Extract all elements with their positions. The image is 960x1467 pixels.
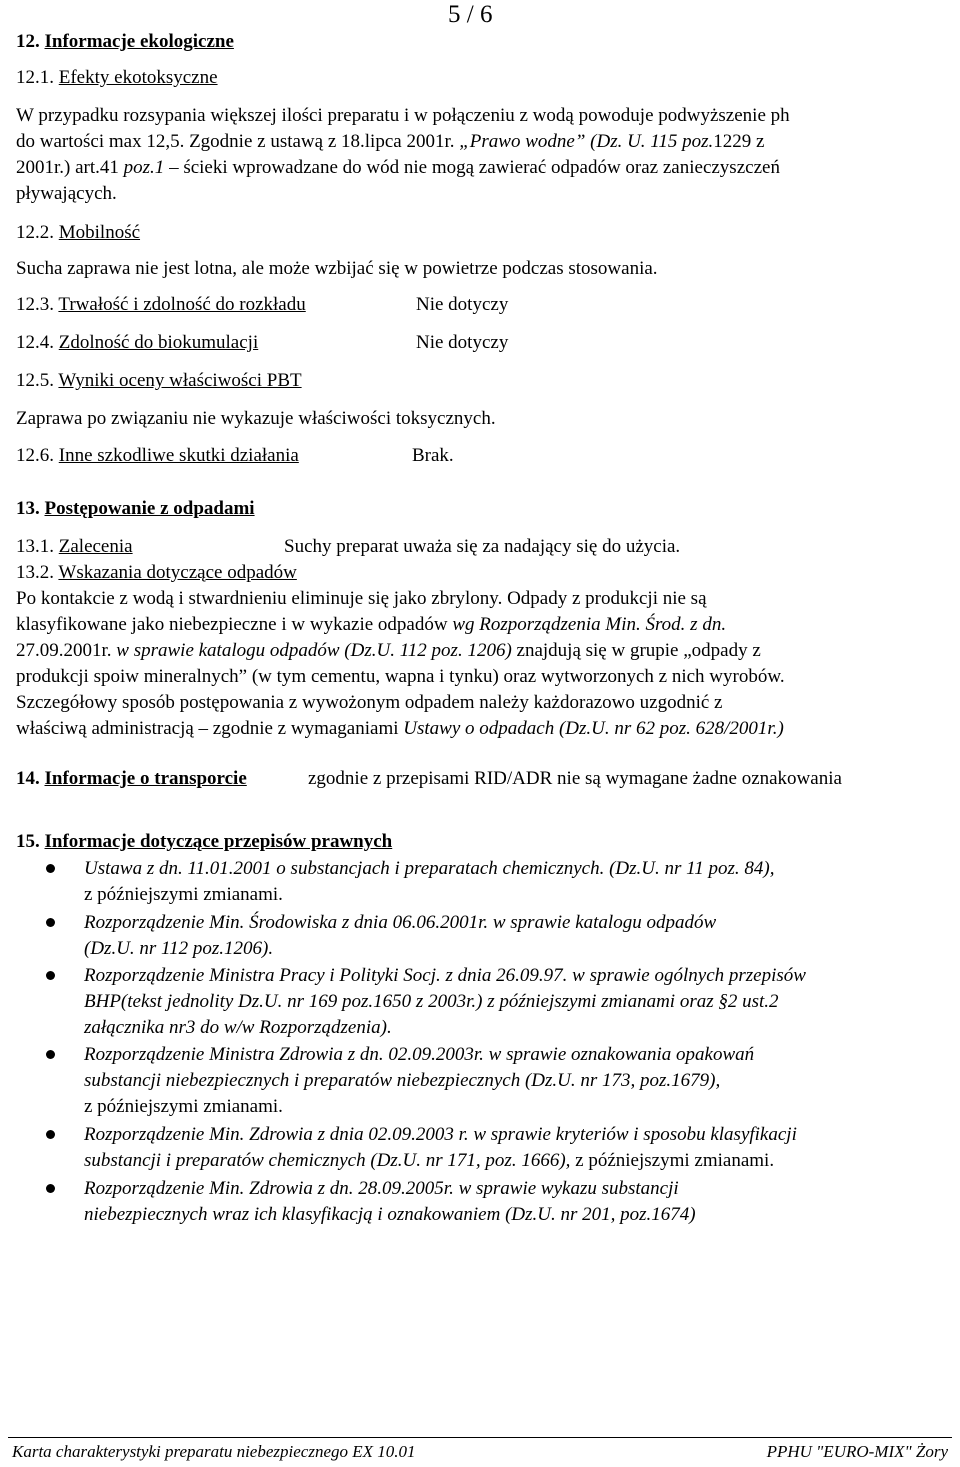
paragraph-line: W przypadku rozsypania większej ilości preparatu i w połączeniu z wodą powoduje podwyższenie ph bbox=[16, 105, 790, 126]
section-12-title: Informacje ekologiczne bbox=[44, 31, 234, 52]
section-14-heading: 14. Informacje o transporcie bbox=[16, 768, 247, 789]
section-12-1-heading bbox=[16, 65, 218, 91]
bullet-icon bbox=[46, 918, 55, 927]
section-12-number: 12. bbox=[16, 31, 40, 52]
paragraph-line: Szczegółowy sposób postępowania z wywożonym odpadem należy każdorazowo uzgodnić z bbox=[16, 692, 723, 713]
regulation-item-line: Rozporządzenie Min. Zdrowia z dnia 02.09.2003 r. w sprawie kryteriów i sposobu klasyfikacji bbox=[84, 1124, 797, 1145]
section-12-4-heading: 12.4. Zdolność do biokumulacji bbox=[16, 332, 259, 353]
regulation-item-line: substancji i preparatów chemicznych (Dz.U. nr 171, poz. 1666), z późniejszymi zmianami. bbox=[84, 1150, 775, 1171]
regulation-item-line: BHP(tekst jednolity Dz.U. nr 169 poz.1650 z 2003r.) z późniejszymi zmianami oraz §2 ust.2 bbox=[84, 991, 779, 1012]
paragraph-line: do wartości max 12,5. Zgodnie z ustawą z 18.lipca 2001r. „Prawo wodne” (Dz. U. 115 poz.1229 z bbox=[16, 131, 765, 152]
section-12-2-heading: 12.2. Mobilność bbox=[16, 222, 141, 243]
paragraph-line: produkcji spoiw mineralnych” (w tym cementu, wapna i tynku) oraz wytworzonych z nich wyrobów. bbox=[16, 666, 785, 687]
footer-divider bbox=[8, 1437, 952, 1438]
regulation-item-line: Rozporządzenie Ministra Pracy i Polityki Socj. z dnia 26.09.97. w sprawie ogólnych przepisów bbox=[84, 965, 806, 986]
section-12-1-number: 12.1. bbox=[16, 67, 54, 88]
regulation-item-line: z późniejszymi zmianami. bbox=[84, 884, 283, 905]
section-12-5-text: Zaprawa po związaniu nie wykazuje właściwości toksycznych. bbox=[16, 408, 496, 429]
regulation-item-line: substancji niebezpiecznych i preparatów niebezpiecznych (Dz.U. nr 173, poz.1679), bbox=[84, 1070, 721, 1091]
bullet-icon bbox=[46, 971, 55, 980]
paragraph-line: 2001r.) art.41 poz.1 – ścieki wprowadzane do wód nie mogą zawierać odpadów oraz zanieczyszczeń bbox=[16, 157, 780, 178]
section-12-6-value: Brak. bbox=[412, 445, 454, 466]
section-12-1-title: Efekty ekotoksyczne bbox=[58, 67, 218, 88]
section-13-1-value: Suchy preparat uważa się za nadający się do użycia. bbox=[284, 536, 681, 557]
paragraph-line: właściwą administracją – zgodnie z wymaganiami Ustawy o odpadach (Dz.U. nr 62 poz. 628/2001r.) bbox=[16, 718, 784, 739]
regulation-item-line: Rozporządzenie Min. Środowiska z dnia 06.06.2001r. w sprawie katalogu odpadów bbox=[84, 912, 717, 933]
section-12-6-heading: 12.6. Inne szkodliwe skutki działania bbox=[16, 445, 299, 466]
bullet-icon bbox=[46, 1130, 55, 1139]
section-15-heading: 15. Informacje dotyczące przepisów prawnych bbox=[16, 831, 393, 852]
section-13-1-heading: 13.1. Zalecenia bbox=[16, 536, 133, 557]
section-13-2-heading: 13.2. Wskazania dotyczące odpadów bbox=[16, 562, 297, 583]
section-12-5-heading: 12.5. Wyniki oceny właściwości PBT bbox=[16, 370, 302, 391]
footer-document-title: Karta charakterystyki preparatu niebezpiecznego EX 10.01 bbox=[12, 1442, 416, 1461]
section-13-heading: 13. Postępowanie z odpadami bbox=[16, 498, 255, 519]
regulation-item-line: Ustawa z dn. 11.01.2001 o substancjach i preparatach chemicznych. (Dz.U. nr 11 poz. 84), bbox=[84, 858, 775, 879]
bullet-icon bbox=[46, 1184, 55, 1193]
section-12-4-value: Nie dotyczy bbox=[416, 332, 509, 353]
paragraph-line: Po kontakcie z wodą i stwardnieniu eliminuje się jako zbrylony. Odpady z produkcji nie są bbox=[16, 588, 707, 609]
regulation-item-line: (Dz.U. nr 112 poz.1206). bbox=[84, 938, 274, 959]
regulation-item-line: niebezpiecznych wraz ich klasyfikacją i oznakowaniem (Dz.U. nr 201, poz.1674) bbox=[84, 1204, 696, 1225]
section-14-text: zgodnie z przepisami RID/ADR nie są wymagane żadne oznakowania bbox=[308, 768, 842, 789]
section-12-3-heading: 12.3. Trwałość i zdolność do rozkładu bbox=[16, 294, 306, 315]
section-12-3-value: Nie dotyczy bbox=[416, 294, 509, 315]
bullet-icon bbox=[46, 864, 55, 873]
footer-company: PPHU "EURO-MIX" Żory bbox=[766, 1442, 948, 1461]
section-12-heading bbox=[16, 29, 234, 55]
section-12-2-text: Sucha zaprawa nie jest lotna, ale może wzbijać się w powietrze podczas stosowania. bbox=[16, 258, 658, 279]
paragraph-line: pływających. bbox=[16, 183, 117, 204]
regulation-item-line: Rozporządzenie Ministra Zdrowia z dn. 02.09.2003r. w sprawie oznakowania opakowań bbox=[84, 1044, 755, 1065]
regulation-item-line: Rozporządzenie Min. Zdrowia z dn. 28.09.2005r. w sprawie wykazu substancji bbox=[84, 1178, 679, 1199]
page-number: 5 / 6 bbox=[448, 1, 493, 28]
bullet-icon bbox=[46, 1050, 55, 1059]
paragraph-line: 27.09.2001r. w sprawie katalogu odpadów (Dz.U. 112 poz. 1206) znajdują się w grupie „odpady z bbox=[16, 640, 761, 661]
paragraph-line: klasyfikowane jako niebezpieczne i w wykazie odpadów wg Rozporządzenia Min. Środ. z dn. bbox=[16, 614, 727, 635]
regulation-item-line: z późniejszymi zmianami. bbox=[84, 1096, 283, 1117]
regulation-item-line: załącznika nr3 do w/w Rozporządzenia). bbox=[84, 1017, 392, 1038]
